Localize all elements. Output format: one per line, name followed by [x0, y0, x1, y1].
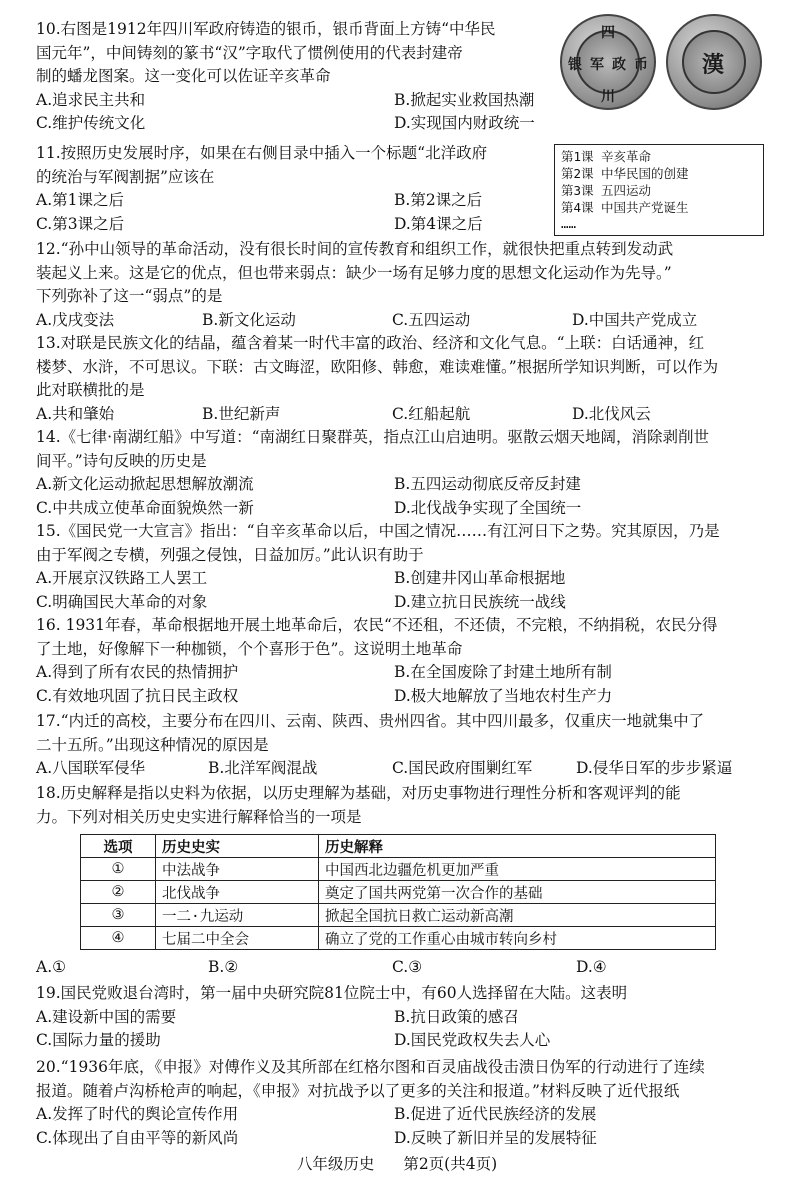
- option-a[interactable]: A.①: [36, 958, 67, 976]
- question-text: 16. 1931年春，革命根据地开展土地革命后，农民“不还租，不还债，不完粮，不纳捐税，农民分得: [36, 616, 718, 634]
- option-c[interactable]: C.五四运动: [392, 310, 471, 329]
- option-b[interactable]: B.在全国废除了封建土地所有制: [394, 663, 612, 681]
- toc-item: ……: [561, 216, 577, 231]
- option-d[interactable]: D.侵华日军的步步紧逼: [576, 759, 733, 777]
- table-header: 历史史实: [156, 835, 319, 858]
- question-text: 制的蟠龙图案。这一变化可以佐证辛亥革命: [36, 67, 331, 85]
- question-text: 20.“1936年底，《申报》对傅作义及其所部在红格尔图和百灵庙战役击溃日伪军的行动进行了连续: [36, 1058, 705, 1076]
- option-a[interactable]: A.追求民主共和: [36, 90, 146, 109]
- table-row: [81, 858, 716, 881]
- option-a[interactable]: A.新文化运动掀起思想解放潮流: [36, 475, 254, 493]
- table-row: [81, 904, 716, 927]
- option-c[interactable]: C.维护传统文化: [36, 114, 146, 132]
- question-17: [36, 710, 762, 781]
- question-text: 12.“孙中山领导的革命活动，没有很长时间的宣传教育和组织工作，就很快把重点转到发动武: [36, 240, 674, 258]
- coin-glyph: 政: [612, 57, 626, 73]
- option-b[interactable]: B.掀起实业救国热潮: [394, 90, 535, 109]
- option-a[interactable]: A.戊戌变法: [36, 310, 115, 329]
- footer-page-number: 第2页(共4页): [403, 1155, 498, 1173]
- option-a[interactable]: A.第1课之后: [36, 191, 124, 209]
- page-footer: [0, 1152, 794, 1174]
- question-text: 17.“内迁的高校，主要分布在四川、云南、陕西、贵州四省。其中四川最多，仅重庆一地就集中了: [36, 712, 705, 730]
- table-cell: ③: [81, 904, 156, 927]
- table-cell: ④: [81, 927, 156, 950]
- question-text: 楼梦、水浒，不可思议。下联：古文晦涩，欧阳修、韩愈，难读难懂。”根据所学知识判断，可以作为: [36, 357, 719, 376]
- question-16: [36, 614, 762, 708]
- option-d[interactable]: D.实现国内财政统一: [394, 114, 535, 132]
- option-b[interactable]: B.北洋军阀混战: [208, 759, 318, 777]
- table-row: [81, 927, 716, 950]
- option-a[interactable]: A.建设新中国的需要: [36, 1007, 177, 1026]
- option-b[interactable]: B.抗日政策的感召: [394, 1007, 519, 1026]
- question-12: [36, 238, 762, 332]
- option-a[interactable]: A.开展京汉铁路工人罢工: [36, 569, 208, 587]
- question-text: 11.按照历史发展时序，如果在右侧目录中插入一个标题“北洋政府: [36, 144, 488, 162]
- option-c[interactable]: C.有效地巩固了抗日民主政权: [36, 686, 239, 705]
- question-text: 13.对联是民族文化的结晶，蕴含着某一时代丰富的政治、经济和文化气息。“上联：白话通神，红: [36, 334, 705, 352]
- option-c[interactable]: C.红船起航: [392, 404, 471, 423]
- question-text: 19.国民党败退台湾时，第一届中央研究院81位院士中，有60人选择留在大陆。这表明: [36, 984, 628, 1002]
- coin-glyph: 川: [601, 89, 615, 105]
- option-d[interactable]: D.建立抗日民族统一战线: [394, 592, 566, 611]
- table-cell: 一二·九运动: [156, 904, 319, 927]
- question-15: [36, 520, 762, 614]
- question-text: 国元年”，中间铸刻的篆书“汉”字取代了惯例使用的代表封建帝: [36, 43, 463, 62]
- question-text: 了土地，好像解下一种枷锁，个个喜形于色”。这说明土地革命: [36, 639, 463, 658]
- option-c[interactable]: C.体现出了自由平等的新风尚: [36, 1128, 239, 1147]
- toc-item: 第2课 中华民国的创建: [561, 166, 689, 181]
- option-a[interactable]: A.共和肇始: [36, 404, 115, 423]
- option-d[interactable]: D.第4课之后: [394, 214, 483, 233]
- option-b[interactable]: B.第2课之后: [394, 191, 483, 209]
- option-d[interactable]: D.中国共产党成立: [572, 310, 698, 329]
- option-d[interactable]: D.④: [576, 958, 607, 976]
- question-text: 二十五所。”出现这种情况的原因是: [36, 735, 269, 754]
- question-18: [36, 782, 762, 829]
- option-c[interactable]: C.国际力量的援助: [36, 1031, 161, 1049]
- question-text: 装起义上来。这是它的优点，但也带来弱点：缺少一场有足够力度的思想文化运动作为先导。”: [36, 263, 672, 282]
- option-d[interactable]: D.北伐风云: [572, 404, 651, 423]
- option-d[interactable]: D.反映了新旧并呈的发展特征: [394, 1128, 597, 1147]
- coin-glyph: 币: [634, 57, 648, 73]
- question-text: 间平。”诗句反映的历史是: [36, 451, 207, 470]
- table-header: 历史解释: [319, 835, 716, 858]
- table-cell: 中国西北边疆危机更加严重: [319, 858, 716, 881]
- question-text: 的统治与军阀割据”应该在: [36, 167, 215, 186]
- question-text: 10.右图是1912年四川军政府铸造的银币，银币背面上方铸“中华民: [36, 20, 496, 38]
- option-a[interactable]: A.发挥了时代的舆论宣传作用: [36, 1105, 239, 1123]
- question-text: 下列弥补了这一“弱点”的是: [36, 287, 223, 305]
- table-header-row: [81, 835, 716, 858]
- history-explanation-table: [80, 834, 716, 950]
- question-18-options: [36, 956, 762, 980]
- option-b[interactable]: B.创建井冈山革命根据地: [394, 569, 566, 587]
- table-cell: 确立了党的工作重心由城市转向乡村: [319, 927, 716, 950]
- coin-glyph: 四: [601, 25, 615, 41]
- option-b[interactable]: B.五四运动彻底反帝反封建: [394, 475, 581, 493]
- option-d[interactable]: D.北伐战争实现了全国统一: [394, 498, 582, 517]
- table-header: 选项: [81, 835, 156, 858]
- table-cell: 北伐战争: [156, 881, 319, 904]
- question-text: 力。下列对相关历史史实进行解释恰当的一项是: [36, 807, 362, 826]
- option-d[interactable]: D.极大地解放了当地农村生产力: [394, 686, 613, 705]
- option-b[interactable]: B.促进了近代民族经济的发展: [394, 1105, 597, 1123]
- coin-glyph: 漢: [702, 52, 725, 78]
- option-c[interactable]: C.国民政府围剿红军: [392, 759, 533, 777]
- table-cell: ②: [81, 881, 156, 904]
- question-11: [36, 142, 762, 236]
- table-cell: ①: [81, 858, 156, 881]
- option-d[interactable]: D.国民党政权失去人心: [394, 1031, 551, 1049]
- table-cell: 七届二中全会: [156, 927, 319, 950]
- table-cell: 中法战争: [156, 858, 319, 881]
- option-a[interactable]: A.得到了所有农民的热情拥护: [36, 663, 239, 681]
- option-c[interactable]: C.第3课之后: [36, 214, 125, 233]
- question-text: 由于军阀之专横，列强之侵蚀，日益加厉。”此认识有助于: [36, 545, 424, 564]
- question-10: [36, 18, 762, 136]
- toc-item: 第3课 五四运动: [561, 183, 652, 198]
- table-row: [81, 881, 716, 904]
- footer-subject: 八年级历史: [296, 1155, 375, 1173]
- question-19: [36, 982, 762, 1053]
- table-cell: 掀起全国抗日救亡运动新高潮: [319, 904, 716, 927]
- question-13: [36, 332, 762, 426]
- question-text: 18.历史解释是指以史料为依据，以历史理解为基础，对历史事物进行理性分析和客观评判的能: [36, 784, 681, 802]
- toc-item: 第4课 中国共产党诞生: [561, 200, 689, 215]
- option-b[interactable]: B.②: [208, 958, 239, 976]
- option-c[interactable]: C.中共成立使革命面貌焕然一新: [36, 498, 254, 517]
- question-14: [36, 426, 762, 520]
- option-c[interactable]: C.明确国民大革命的对象: [36, 592, 208, 611]
- option-b[interactable]: B.新文化运动: [202, 310, 296, 329]
- question-text: 此对联横批的是: [36, 381, 145, 399]
- toc-item: 第1课 辛亥革命: [561, 149, 652, 164]
- question-text: 15.《国民党一大宣言》指出：“自辛亥革命以后，中国之情况……有江河日下之势。究其原因，乃是: [36, 522, 720, 540]
- question-20: [36, 1056, 762, 1150]
- coin-glyph: 军: [590, 57, 604, 73]
- question-text: 14.《七律·南湖红船》中写道：“南湖红日聚群英，指点江山启迪明。驱散云烟天地阔，消除剥削世: [36, 428, 710, 446]
- table-cell: 奠定了国共两党第一次合作的基础: [319, 881, 716, 904]
- option-a[interactable]: A.八国联军侵华: [36, 759, 146, 777]
- coin-glyph: 银: [568, 57, 582, 73]
- question-text: 报道。随着卢沟桥枪声的响起，《申报》对抗战予以了更多的关注和报道。”材料反映了近代报纸: [36, 1081, 680, 1100]
- option-b[interactable]: B.世纪新声: [202, 404, 281, 423]
- option-c[interactable]: C.③: [392, 958, 423, 976]
